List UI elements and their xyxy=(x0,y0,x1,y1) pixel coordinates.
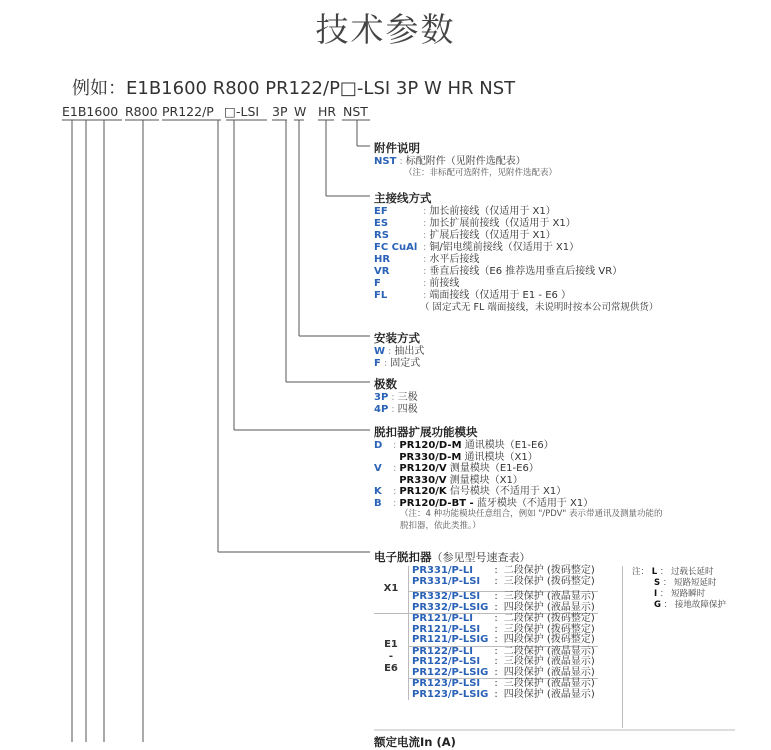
trip-desc: 四段保护 (液晶显示) xyxy=(503,601,595,613)
list-item: FC CuAl : 铜/铝电缆前接线（仅适用于 X1） xyxy=(374,242,580,253)
trip-desc: 四段保护 (拨码整定) xyxy=(503,634,595,645)
trip-model: PR121/P-LSI xyxy=(412,623,481,635)
list-item: FL : 端面接线（仅适用于 E1 - E6 ） xyxy=(374,290,572,301)
legend-item: S ： 短路短延时 xyxy=(654,578,717,588)
list-item: B : PR120/D-BT - 蓝牙模块（不适用于 X1） xyxy=(374,497,594,509)
section-header: 安装方式 xyxy=(374,331,420,345)
page-title: 技术参数 xyxy=(315,10,456,49)
section-header: 电子脱扣器 xyxy=(374,550,432,564)
trip-desc: 三段保护 (液晶显示) xyxy=(503,656,595,667)
section-header: 主接线方式 xyxy=(374,191,432,205)
section-header: 极数 xyxy=(374,377,397,391)
trip-desc: 三段保护 (拨码整定) xyxy=(503,575,595,587)
legend-item: G ： 接地故障保护 xyxy=(654,600,726,610)
code-token-wiring: HR xyxy=(318,104,337,119)
trip-model: PR332/P-LSI xyxy=(409,592,492,603)
section-poles xyxy=(374,376,418,415)
trip-desc: 三段保护 (拨码整定) xyxy=(503,623,595,635)
list-item: EF : 加长前接线（仅适用于 X1） xyxy=(374,206,556,217)
code-token-frame: E1B1600 xyxy=(62,104,119,119)
trip-model: PR331/P-LSI xyxy=(412,575,481,587)
example-code: 例如：E1B1600 R800 PR122/P□-LSI 3P W HR NST xyxy=(72,78,516,99)
section-modules xyxy=(374,424,663,532)
table-divider xyxy=(622,566,623,728)
code-token-install: W xyxy=(294,104,307,119)
list-item: 3P : 三极 xyxy=(374,392,418,403)
trip-desc: 二段保护 (液晶显示) xyxy=(501,646,598,657)
list-item: D : PR120/D-M 通讯模块（E1-E6） xyxy=(374,440,554,451)
trip-desc: 四段保护 (液晶显示) xyxy=(503,688,595,700)
trip-unit-table: X1 PR331/P-LI : 二段保护 (拨码整定) PR331/P-LSI : 三段保护 (拨码整定) PR332/P-LSI : 三段保护 (液晶显示) PR332/P-LSIG : 四段保护 (液晶显示) E1 - E6 PR121/P-LI : 二段保护 (拨码整定) PR121/P-LSI : 三段保护 (拨码整定) PR121/P-LSIG : 四段保护 (拨码整定) PR122/P-LI : 二段保护 (液晶显示) PR122/P-LSI : 三段保护 (液晶显示) PR122/P-LSIG : 四段保护 (液晶显示) PR123/P-LSI : 三段保护 (液晶显示) PR123/P-LSIG : 四段保护 (液晶显示) xyxy=(374,566,598,700)
list-item: VR : 垂直后接线（E6 推荐选用垂直后接线 VR） xyxy=(374,266,623,277)
section-header-rated-current: 额定电流In (A) xyxy=(374,735,456,749)
section-wiring xyxy=(374,190,658,314)
note-text: 脱扣器，依此类推。） xyxy=(400,520,481,531)
legend-item: I ： 短路瞬时 xyxy=(654,589,706,599)
trip-desc: 三段保护 (液晶显示) xyxy=(501,592,598,603)
trip-desc: 二段保护 (拨码整定) xyxy=(501,614,598,625)
trip-model: PR332/P-LSIG xyxy=(412,601,489,613)
trip-legend xyxy=(632,567,726,611)
code-token-protection: -LSI xyxy=(236,104,260,119)
section-trip-unit xyxy=(374,546,531,565)
list-item: PR330/D-M 通讯模块（X1） xyxy=(399,451,538,463)
section-header: 脱扣器扩展功能模块 xyxy=(374,425,478,439)
frame-label-x1: X1 xyxy=(374,566,409,614)
list-item: ES : 加长扩展前接线（仅适用于 X1） xyxy=(374,218,576,229)
section-subheader: （参见型号速查表） xyxy=(431,551,531,564)
list-item: F : 前接线 xyxy=(374,278,460,289)
trip-model: PR121/P-LSIG xyxy=(412,634,489,645)
code-token-trip: PR122/P xyxy=(162,104,214,119)
list-item: PR330/V 测量模块（X1） xyxy=(399,474,523,486)
note-text: （注：4 种功能模块任意组合，例如 "/PDV" 表示带通讯及测量功能的 xyxy=(400,509,663,519)
list-item: HR : 水平后接线 xyxy=(374,254,480,265)
list-item: W : 抽出式 xyxy=(374,346,425,357)
list-item: F : 固定式 xyxy=(374,357,421,369)
list-item: K : PR120/K 信号模块（不适用于 X1） xyxy=(374,486,567,497)
code-token-poles: 3P xyxy=(272,104,288,119)
trip-model: PR121/P-LI xyxy=(409,614,492,625)
trip-model: PR122/P-LI xyxy=(409,646,492,657)
code-token-accessory: NST xyxy=(343,104,368,119)
code-token-current: R800 xyxy=(125,104,158,119)
section-header: 附件说明 xyxy=(374,141,420,155)
list-item: NST : 标配附件（见附件选配表） xyxy=(374,156,526,167)
trip-model: PR123/P-LSIG xyxy=(412,688,489,700)
section-install xyxy=(374,330,424,369)
list-item: V : PR120/V 测量模块（E1-E6） xyxy=(374,463,539,474)
trip-model: PR331/P-LI xyxy=(412,565,473,576)
list-item: RS : 扩展后接线（仅适用于 X1） xyxy=(374,230,556,241)
note-text: （ 固定式无 FL 端面接线，未说明时按本公司常规供货） xyxy=(420,302,659,313)
note-text: （注：非标配可选附件，见附件选配表） xyxy=(404,167,558,178)
legend-item: 注： L ： 过载长延时 xyxy=(632,567,714,577)
trip-model: PR122/P-LSIG xyxy=(412,666,489,678)
trip-desc: 四段保护 (液晶显示) xyxy=(503,666,595,678)
list-item: 4P : 四极 xyxy=(374,403,418,415)
trip-desc: 二段保护 (拨码整定) xyxy=(503,565,595,576)
section-accessories xyxy=(374,140,557,179)
trip-model: PR122/P-LSI xyxy=(412,656,481,667)
trip-desc: 三段保护 (液晶显示) xyxy=(501,679,598,690)
code-token-module: □ xyxy=(224,104,236,119)
frame-label-e1-e6: E1 - E6 xyxy=(374,614,409,701)
trip-model: PR123/P-LSI xyxy=(409,679,492,690)
